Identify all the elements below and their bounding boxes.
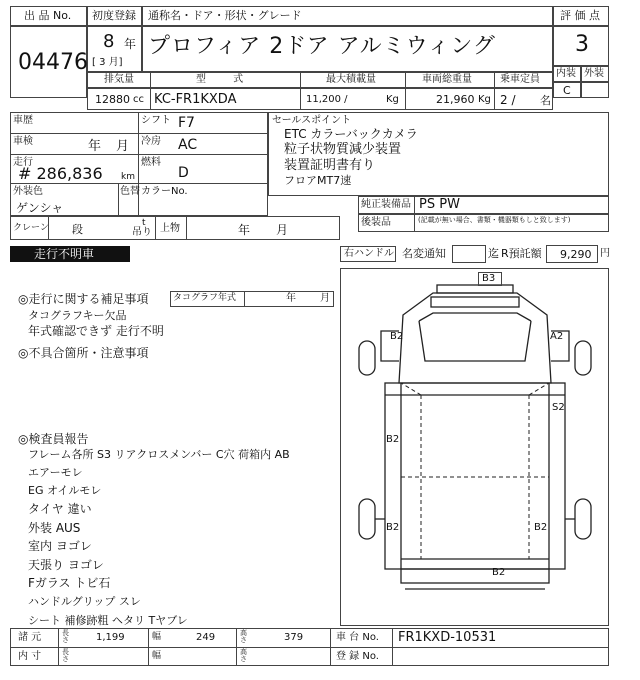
spec-row-labels	[87, 72, 553, 88]
capacity-value: 2 /	[500, 93, 516, 107]
width-value: 249	[196, 632, 216, 643]
crane-ton: t	[142, 218, 146, 228]
crane-step: 段	[72, 223, 83, 236]
upper-label: 上物	[160, 223, 180, 234]
history-label: 車歴	[13, 115, 33, 126]
crane-lift: 吊り	[132, 227, 152, 238]
mileage-unit: km	[121, 172, 135, 182]
sales-point-item: フロアMT7速	[284, 174, 352, 187]
upper-year-unit: 年	[238, 223, 251, 237]
in-length-label: 長さ	[62, 648, 69, 663]
interior-grade: C	[563, 84, 571, 97]
length-value: 1,199	[96, 632, 125, 643]
inspector-line: エアーモレ	[28, 466, 83, 479]
diagram-mark: B3	[482, 273, 496, 284]
shift-value: F7	[178, 115, 195, 131]
max-load-unit: Kg	[386, 94, 399, 105]
diagram-mark: B2	[386, 434, 400, 445]
interior-label: 内装	[556, 68, 576, 79]
height-value: 379	[284, 632, 304, 643]
tachograph-year-unit: 年	[286, 293, 296, 304]
in-width-label: 幅	[152, 651, 162, 661]
r-reserve-label: R預託額	[501, 247, 542, 260]
sales-point-item: 粒子状物質減少装置	[284, 142, 402, 157]
inspector-line: 室内 ヨゴレ	[28, 539, 92, 553]
inspection-year-unit: 年	[88, 139, 102, 154]
status-label: 走行不明車	[34, 247, 95, 261]
ac-label: 冷房	[141, 136, 161, 147]
mileage-value: # 286,836	[18, 164, 103, 183]
damage-diagram	[340, 268, 609, 626]
width-label: 幅	[152, 632, 162, 642]
reg-label: 初度登録	[92, 9, 136, 22]
driving-line: 年式確認できず 走行不明	[28, 324, 164, 338]
exterior-label: 外装	[584, 68, 604, 79]
retrofit-note: (記載が無い場合、書類・機器類もしと致します)	[418, 216, 571, 224]
inspector-line: Fガラス トビ石	[28, 576, 111, 590]
reg-year-unit: 年	[124, 37, 137, 51]
reg-no-label: 登 録 No.	[336, 651, 379, 662]
name-label: 通称名・ドア・形状・グレード	[148, 9, 302, 22]
defect-title: ◎不具合箇所・注意事項	[18, 346, 149, 360]
exterior-grade-cell	[581, 82, 609, 98]
chassis-label: 車 台 No.	[336, 632, 379, 643]
length-label: 長さ	[62, 629, 69, 644]
capacity-unit: 名	[540, 94, 551, 107]
in-height-label: 高さ	[240, 648, 247, 663]
tachograph-label: タコグラフ年式	[173, 293, 237, 303]
r-reserve-value: 9,290	[560, 248, 592, 261]
inspector-line: ハンドルグリップ スレ	[28, 595, 141, 608]
inspector-line: 天張り ヨゴレ	[28, 558, 104, 572]
height-label: 高さ	[240, 629, 247, 644]
color-value: ゲンシャ	[16, 201, 64, 215]
inspector-line: タイヤ 違い	[28, 502, 92, 516]
reg-year: 8	[103, 31, 115, 52]
grade-label: 評 価 点	[560, 9, 600, 22]
shift-label: シフト	[141, 115, 171, 126]
displacement-value: 12880	[95, 93, 130, 106]
inspector-title: ◎検査員報告	[18, 432, 89, 446]
crane-label: クレーン	[13, 223, 49, 233]
sales-point-item: ETC カラーバックカメラ	[284, 127, 418, 141]
retrofit-label: 後装品	[361, 217, 391, 228]
diagram-mark: B2	[386, 522, 400, 533]
max-load-value: 11,200 /	[306, 94, 348, 105]
diagram-mark: S2	[552, 402, 565, 413]
lot-label: 出 品 No.	[24, 9, 72, 22]
max-load-label: 最大積載量	[326, 74, 376, 85]
inspector-line: シート 補修跡粗 ヘタリ Tヤブレ	[28, 614, 188, 627]
inspector-line: 外装 AUS	[28, 521, 81, 535]
inspector-line: フレーム各所 S3 リアクロスメンバー C穴 荷箱内 AB	[28, 448, 290, 461]
gross-weight-label: 車両総重量	[422, 74, 472, 85]
truck-diagram-icon	[341, 269, 608, 625]
model-value: KC-FR1KXDA	[154, 92, 237, 107]
inspection-month-unit: 月	[116, 139, 130, 154]
equipment-label: 純正装備品	[361, 199, 411, 210]
fuel-value: D	[178, 165, 189, 181]
capacity-label: 乗車定員	[500, 74, 540, 85]
color-label: 外装色	[13, 186, 43, 197]
inspector-line: EG オイルモレ	[28, 484, 102, 497]
sales-point-item: 装置証明書有り	[284, 158, 376, 173]
deadline-label: 迄	[488, 247, 499, 260]
car-name: プロフィア 2ドア アルミウィング	[148, 34, 496, 59]
name-change-label: 名変通知	[402, 247, 446, 260]
color-no-label: 色替	[120, 186, 140, 197]
upper-month-unit: 月	[276, 223, 289, 237]
fuel-label: 燃料	[141, 157, 161, 168]
gross-weight-unit: Kg	[478, 94, 491, 105]
chassis-value: FR1KXD-10531	[398, 630, 497, 645]
r-reserve-unit: 円	[600, 248, 610, 259]
grade-value: 3	[575, 32, 589, 57]
color-code-label: カラーNo.	[141, 186, 188, 197]
lot-number: 04476	[18, 50, 88, 75]
reg-month: [ 3 月]	[92, 57, 123, 68]
footer-spec-label: 諸 元	[18, 632, 42, 643]
model-label: 型 式	[196, 74, 244, 85]
diagram-mark: B2	[390, 331, 404, 342]
inspection-label: 車検	[13, 136, 33, 147]
displacement-unit: cc	[133, 94, 144, 105]
displacement-label: 排気量	[104, 74, 134, 85]
equipment-value: PS PW	[419, 197, 460, 212]
driving-line: タコグラフキー欠品	[28, 309, 127, 322]
driving-title: ◎走行に関する補足事項	[18, 292, 149, 306]
mileage-label: 走行	[13, 157, 33, 168]
diagram-mark: B2	[492, 567, 506, 578]
name-change-box	[452, 245, 486, 263]
ac-value: AC	[178, 137, 198, 153]
footer-interior-label: 内 寸	[18, 651, 42, 662]
diagram-mark: A2	[550, 331, 564, 342]
sales-point-label: セールスポイント	[272, 115, 352, 126]
tachograph-month-unit: 月	[320, 293, 330, 304]
rhd-label: 右ハンドル	[344, 248, 394, 259]
gross-weight-value: 21,960	[436, 93, 475, 106]
diagram-mark: B2	[534, 522, 548, 533]
